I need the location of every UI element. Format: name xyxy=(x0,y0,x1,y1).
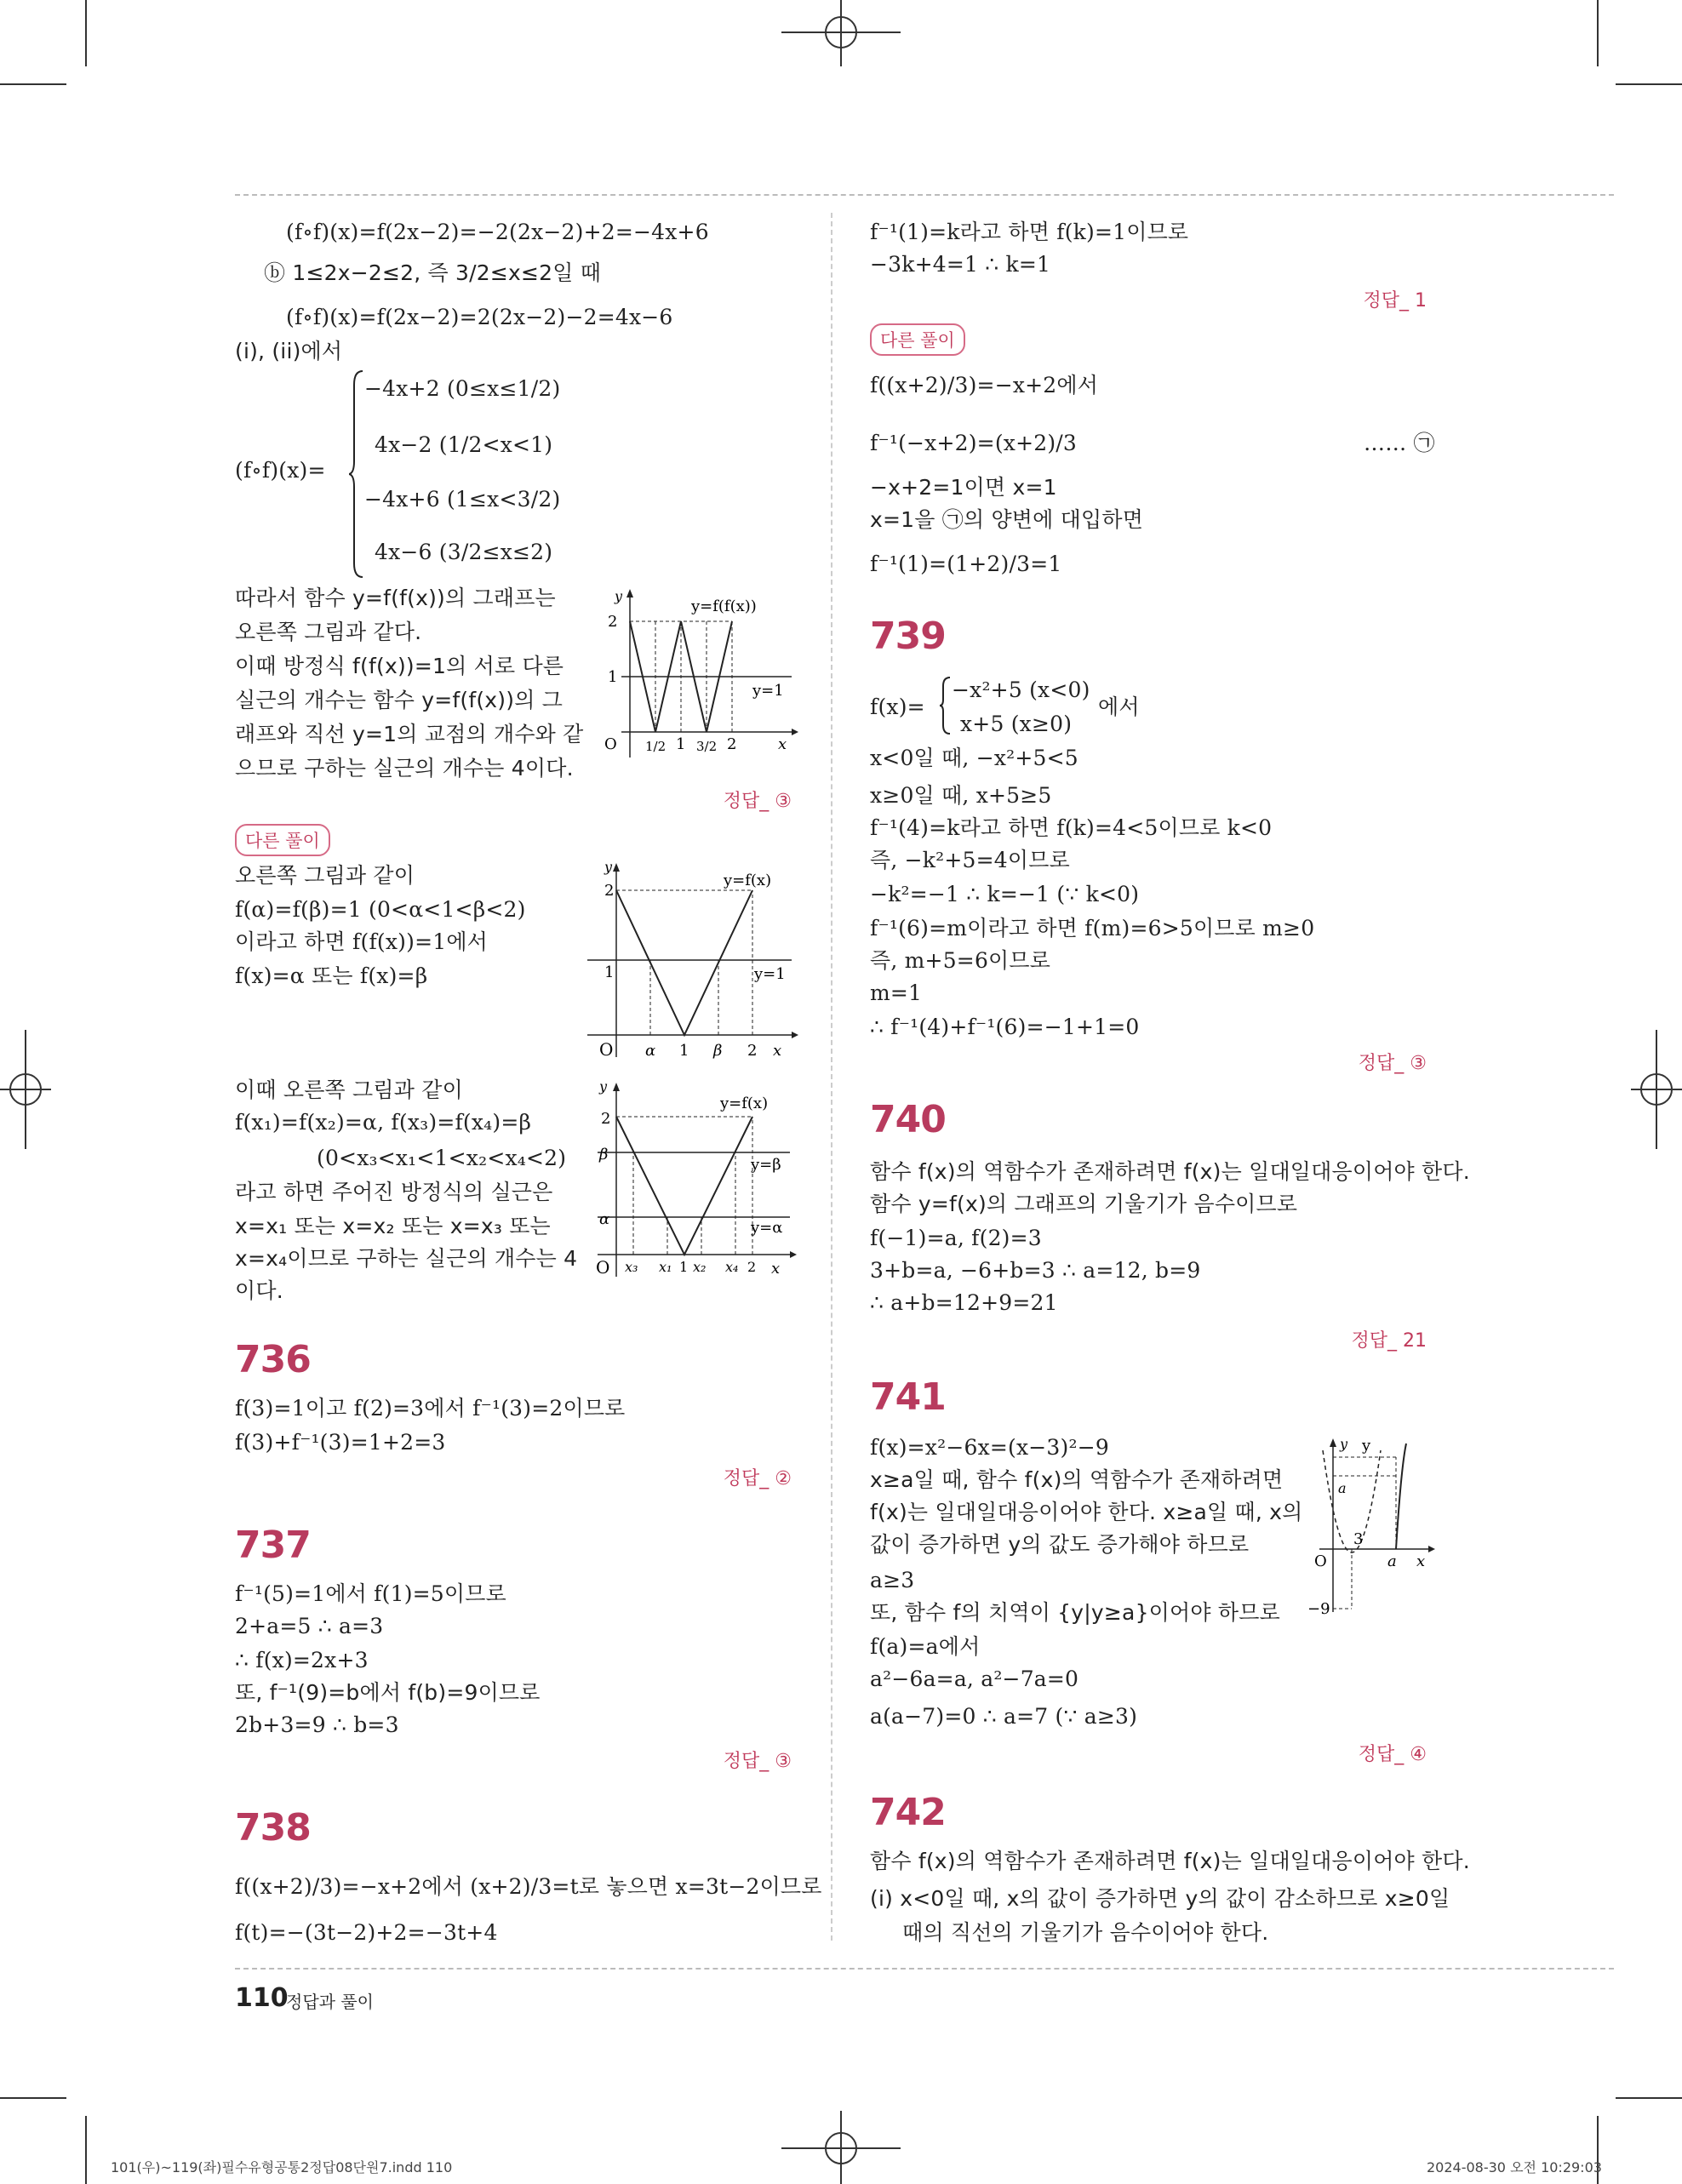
line-label: y=1 xyxy=(752,682,784,700)
graph-parabola xyxy=(1302,1433,1439,1621)
text-line: ⓑ 1≤2x−2≤2, 즉 3/2≤x≤2일 때 xyxy=(264,260,602,285)
alt-solution-badge: 다른 풀이 xyxy=(870,323,965,356)
text-line: 래프와 직선 y=1의 교점의 개수와 같 xyxy=(235,722,584,746)
text-line: x≥0일 때, x+5≥5 xyxy=(870,783,1052,808)
page-number: 110 xyxy=(235,1983,289,2013)
text-line: 따라서 함수 y=f(f(x))의 그래프는 xyxy=(235,586,556,610)
registration-mark xyxy=(781,2111,901,2184)
text-line: 또, f⁻¹(9)=b에서 f(b)=9이므로 xyxy=(235,1680,541,1705)
problem-number-737: 737 xyxy=(235,1524,311,1567)
line-label: y=1 xyxy=(754,965,786,983)
piecewise-case: −4x+6 (1≤x<3/2) xyxy=(364,487,561,512)
text-line: 이때 방정식 f(f(x))=1의 서로 다른 xyxy=(235,654,564,678)
text-line: 2+a=5 ∴ a=3 xyxy=(235,1614,384,1638)
brace xyxy=(940,676,952,735)
piecewise-case: x+5 (x≥0) xyxy=(960,712,1073,736)
curve-label: y=f(f(x)) xyxy=(691,597,757,615)
text-line: −k²=−1 ∴ k=−1 (∵ k<0) xyxy=(870,882,1140,906)
text-line: −x+2=1이면 x=1 xyxy=(870,475,1057,500)
tick-label: 1/2 xyxy=(645,739,667,754)
axis-label: x xyxy=(1416,1552,1426,1570)
crop-mark xyxy=(1616,83,1682,85)
tick-label: 3/2 xyxy=(696,739,718,754)
axis-label: y xyxy=(599,1078,608,1095)
line-label: y=α xyxy=(751,1219,783,1237)
text-line: (i) x<0일 때, x의 값이 증가하면 y의 값이 감소하므로 x≥0일 xyxy=(870,1886,1450,1911)
footer-file: 101(우)~119(좌)필수유형공통2정답08단원7.indd 110 xyxy=(111,2159,453,2175)
problem-number-741: 741 xyxy=(870,1375,946,1419)
text-line: f(α)=f(β)=1 (0<α<1<β<2) xyxy=(235,897,526,922)
text-line: f(x₁)=f(x₂)=α, f(x₃)=f(x₄)=β xyxy=(235,1110,532,1135)
problem-number-740: 740 xyxy=(870,1098,946,1141)
axis-label: x xyxy=(778,735,787,753)
axis-label: x xyxy=(773,1042,782,1060)
text-line: x=x₄이므로 구하는 실근의 개수는 4 xyxy=(235,1246,578,1271)
graph-fx-x1-x4 xyxy=(589,1076,802,1280)
origin-label: O xyxy=(596,1257,610,1278)
text-line: 값이 증가하면 y의 값도 증가해야 하므로 xyxy=(870,1532,1250,1557)
text-line: (0<x₃<x₁<1<x₂<x₄<2) xyxy=(317,1146,567,1170)
tick-label: a xyxy=(1338,1480,1347,1496)
piecewise-lhs: f(x)= xyxy=(870,695,925,719)
tick-label: 2 xyxy=(604,882,615,900)
tick-label: 1 xyxy=(608,668,618,686)
answer-738: 정답_ 1 xyxy=(1363,290,1427,312)
text-line: 함수 y=f(x)의 그래프의 기울기가 음수이므로 xyxy=(870,1192,1298,1216)
text-line: f(−1)=a, f(2)=3 xyxy=(870,1226,1042,1250)
text-line: 2b+3=9 ∴ b=3 xyxy=(235,1712,399,1737)
tick-label: 2 xyxy=(601,1110,611,1128)
tick-label: α xyxy=(645,1042,656,1060)
text-line: 때의 직선의 기울기가 음수이어야 한다. xyxy=(902,1920,1269,1945)
column-divider xyxy=(831,213,832,1941)
text-line: 또, 함수 f의 치역이 {y|y≥a}이어야 하므로 xyxy=(870,1600,1280,1625)
tick-label: β xyxy=(713,1042,723,1060)
text-line: a²−6a=a, a²−7a=0 xyxy=(870,1667,1079,1691)
crop-mark xyxy=(0,83,66,85)
crop-mark xyxy=(85,0,87,66)
text-line: x=1을 ㉠의 양변에 대입하면 xyxy=(870,507,1144,532)
bottom-divider xyxy=(235,1968,1614,1970)
text-line: 실근의 개수는 함수 y=f(f(x))의 그 xyxy=(235,688,564,712)
line-label: y=β xyxy=(751,1156,781,1174)
text-line: f(3)+f⁻¹(3)=1+2=3 xyxy=(235,1430,446,1455)
tick-label: x₂ xyxy=(693,1259,707,1275)
top-divider xyxy=(235,194,1614,196)
piecewise-case: 4x−6 (3/2≤x≤2) xyxy=(375,540,553,564)
tick-label: 1 xyxy=(604,963,615,981)
text-line: (f∘f)(x)=f(2x−2)=2(2x−2)−2=4x−6 xyxy=(286,305,673,329)
origin-label: O xyxy=(599,1039,614,1060)
tick-label: 2 xyxy=(727,735,737,753)
text-line: 함수 f(x)의 역함수가 존재하려면 f(x)는 일대일대응이어야 한다. xyxy=(870,1849,1470,1873)
tick-label: 2 xyxy=(747,1259,757,1275)
curve-label: y xyxy=(1362,1437,1371,1455)
piecewise-case: −4x+2 (0≤x≤1/2) xyxy=(364,376,561,401)
tick-label: 1 xyxy=(679,1259,689,1275)
text-line: 에서 xyxy=(1098,695,1140,719)
tick-label: 1 xyxy=(679,1042,689,1060)
curve-label: y=f(x) xyxy=(720,1095,769,1112)
text-line: f⁻¹(5)=1에서 f(1)=5이므로 xyxy=(235,1581,506,1606)
footer-timestamp: 2024-08-30 오전 10:29:03 xyxy=(1427,2159,1602,2175)
text-line: f((x+2)/3)=−x+2에서 (x+2)/3=t로 놓으면 x=3t−2이므로 xyxy=(235,1874,822,1899)
text-line: 라고 하면 주어진 방정식의 실근은 xyxy=(235,1180,553,1204)
axis-label: x xyxy=(771,1260,781,1278)
tick-label: 3 xyxy=(1353,1530,1364,1548)
axis-label: y xyxy=(1340,1436,1348,1452)
text-line: ∴ f(x)=2x+3 xyxy=(235,1648,369,1672)
registration-mark xyxy=(781,0,901,68)
answer-736: 정답_ ② xyxy=(723,1468,792,1489)
piecewise-case: −x²+5 (x<0) xyxy=(952,677,1090,702)
answer-735: 정답_ ③ xyxy=(723,791,792,812)
text-line: f⁻¹(1)=(1+2)/3=1 xyxy=(870,552,1062,576)
text-line: f(x)는 일대일대응이어야 한다. x≥a일 때, x의 xyxy=(870,1500,1303,1524)
text-line: 이라고 하면 f(f(x))=1에서 xyxy=(235,929,489,954)
text-line: a(a−7)=0 ∴ a=7 (∵ a≥3) xyxy=(870,1704,1138,1729)
graph-ffx xyxy=(596,587,800,775)
curve-label: y=f(x) xyxy=(724,872,772,889)
graph-fx-alpha-beta xyxy=(579,856,800,1061)
tick-label: x₄ xyxy=(725,1259,739,1275)
piecewise-lhs: (f∘f)(x)= xyxy=(235,458,326,483)
tick-label: x₁ xyxy=(659,1259,672,1275)
text-line: ∴ f⁻¹(4)+f⁻¹(6)=−1+1=0 xyxy=(870,1015,1140,1039)
text-line: 오른쪽 그림과 같다. xyxy=(235,620,422,644)
crop-mark xyxy=(1616,2097,1682,2099)
text-line: f(x)=α 또는 f(x)=β xyxy=(235,963,428,988)
answer-740: 정답_ 21 xyxy=(1351,1330,1427,1352)
text-line: f⁻¹(−x+2)=(x+2)/3 xyxy=(870,431,1078,455)
text-line: x<0일 때, −x²+5<5 xyxy=(870,746,1078,770)
text-line: 3+b=a, −6+b=3 ∴ a=12, b=9 xyxy=(870,1258,1201,1283)
page-label: 정답과 풀이 xyxy=(286,1992,374,2012)
tick-label: 2 xyxy=(608,613,618,631)
text-line: 으므로 구하는 실근의 개수는 4이다. xyxy=(235,756,574,780)
tick-label: x₃ xyxy=(625,1259,638,1275)
origin-label: O xyxy=(604,735,617,753)
text-line: 함수 f(x)의 역함수가 존재하려면 f(x)는 일대일대응이어야 한다. xyxy=(870,1159,1470,1184)
brace xyxy=(349,368,366,580)
text-line: f(a)=a에서 xyxy=(870,1634,981,1659)
text-line: 즉, −k²+5=4이므로 xyxy=(870,848,1070,872)
text-line: 즉, m+5=6이므로 xyxy=(870,948,1051,973)
crop-mark xyxy=(0,2097,66,2099)
text-line: −3k+4=1 ∴ k=1 xyxy=(870,252,1051,277)
tick-label: 2 xyxy=(747,1042,758,1060)
problem-number-736: 736 xyxy=(235,1338,311,1381)
problem-number-738: 738 xyxy=(235,1806,311,1850)
text-line: f(x)=x²−6x=(x−3)²−9 xyxy=(870,1435,1109,1460)
text-line: 이다. xyxy=(235,1278,283,1303)
text-line: f(t)=−(3t−2)+2=−3t+4 xyxy=(235,1920,498,1945)
text-line: f⁻¹(1)=k라고 하면 f(k)=1이므로 xyxy=(870,220,1189,244)
marker: …… ㉠ xyxy=(1364,431,1435,455)
answer-737: 정답_ ③ xyxy=(723,1751,792,1772)
text-line: f(3)=1이고 f(2)=3에서 f⁻¹(3)=2이므로 xyxy=(235,1396,626,1421)
text-line: f⁻¹(6)=m이라고 하면 f(m)=6>5이므로 m≥0 xyxy=(870,916,1315,940)
registration-mark xyxy=(1631,1030,1682,1149)
text-line: 오른쪽 그림과 같이 xyxy=(235,863,415,888)
text-line: ∴ a+b=12+9=21 xyxy=(870,1290,1058,1315)
text-line: (i), (ii)에서 xyxy=(235,339,343,363)
tick-label: a xyxy=(1387,1552,1397,1570)
tick-label: 1 xyxy=(676,735,686,753)
tick-label: α xyxy=(599,1210,610,1228)
axis-label: y xyxy=(615,588,623,604)
piecewise-case: 4x−2 (1/2<x<1) xyxy=(375,432,553,457)
crop-mark xyxy=(1597,0,1599,66)
text-line: x≥a일 때, 함수 f(x)의 역함수가 존재하려면 xyxy=(870,1467,1284,1492)
answer-739: 정답_ ③ xyxy=(1358,1053,1427,1074)
axis-label: y xyxy=(604,859,613,875)
text-line: f((x+2)/3)=−x+2에서 xyxy=(870,373,1099,397)
registration-mark xyxy=(0,1030,51,1149)
text-line: m=1 xyxy=(870,981,923,1005)
tick-label: −9 xyxy=(1307,1600,1330,1618)
text-line: f⁻¹(4)=k라고 하면 f(k)=4<5이므로 k<0 xyxy=(870,815,1273,840)
text-line: 이때 오른쪽 그림과 같이 xyxy=(235,1078,463,1102)
origin-label: O xyxy=(1314,1552,1327,1570)
text-line: a≥3 xyxy=(870,1568,915,1592)
problem-number-742: 742 xyxy=(870,1791,946,1834)
answer-741: 정답_ ④ xyxy=(1358,1744,1427,1765)
crop-mark xyxy=(85,2116,87,2184)
text-line: (f∘f)(x)=f(2x−2)=−2(2x−2)+2=−4x+6 xyxy=(286,220,709,244)
alt-solution-badge: 다른 풀이 xyxy=(235,824,330,856)
problem-number-739: 739 xyxy=(870,615,946,658)
text-line: x=x₁ 또는 x=x₂ 또는 x=x₃ 또는 xyxy=(235,1214,551,1238)
tick-label: β xyxy=(599,1146,609,1163)
